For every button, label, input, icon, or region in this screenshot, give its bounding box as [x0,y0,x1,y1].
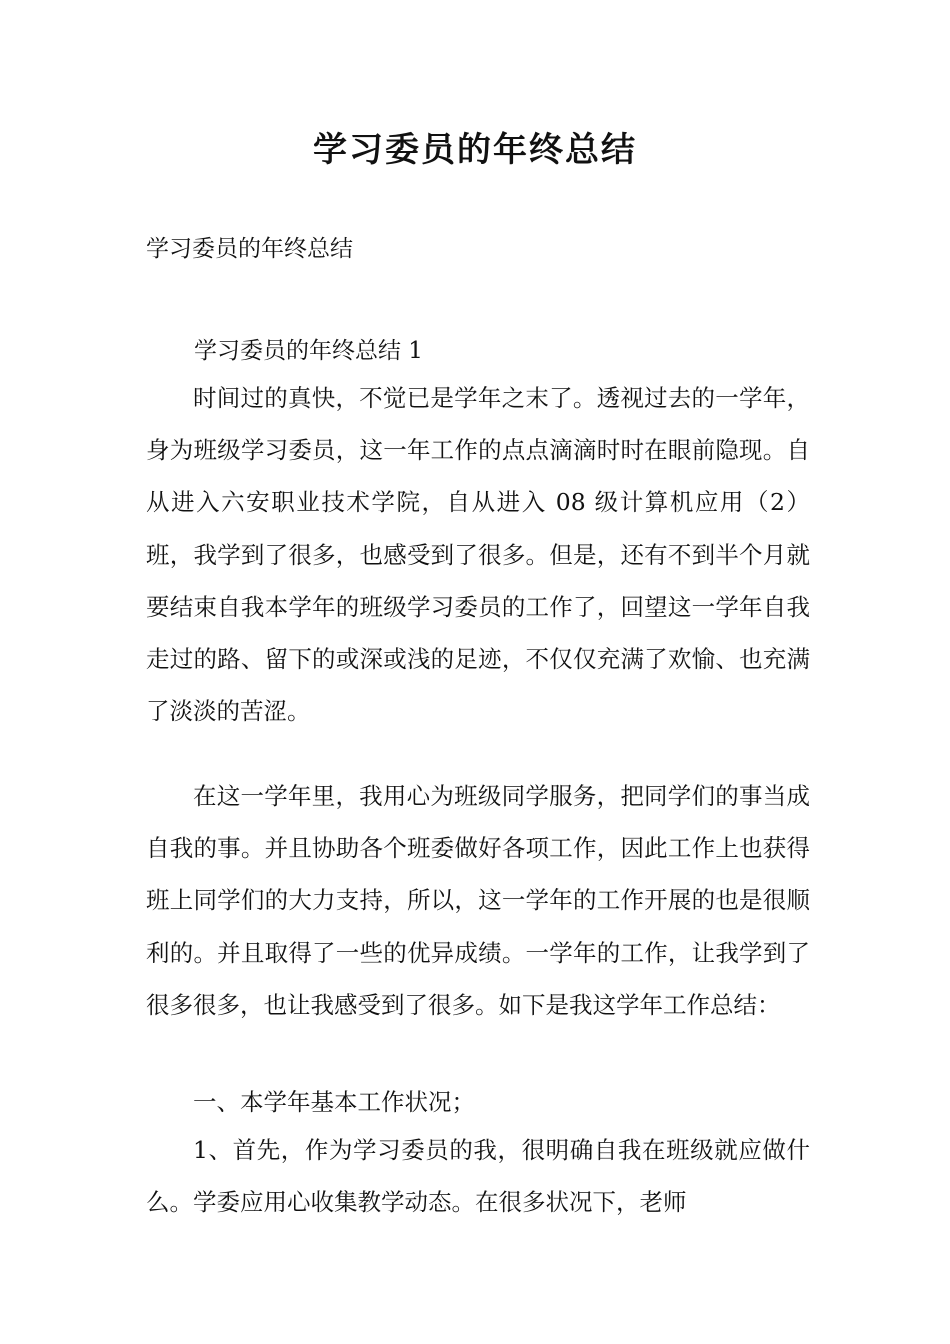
section-heading: 学习委员的年终总结 1 [194,338,423,364]
body-paragraph-3: 一、本学年基本工作状况； [193,1088,475,1116]
body-paragraph-2: 在这一学年里，我用心为班级同学服务，把同学们的事当成自我的事。并且协助各个班委做好各项工作，因此工作上也获得班上同学们的大力支持，所以，这一学年的工作开展的也是很顺利的。并且取得了一些的优异成绩。一学年的工作，让我学到了很多很多，也让我感受到了很多。如下是我这学年工作总结： [146,782,810,1019]
body-paragraph-1: 时间过的真快，不觉已是学年之末了。透视过去的一学年，身为班级学习委员，这一年工作的点点滴滴时时在眼前隐现。自从进入六安职业技术学院，自从进入 08 级计算机应用（2）班，我学到了很多，也感受到了很多。但是，还有不到半个月就要结束自我本学年的班级学习委员的工作了，回望这一学年自我走过的路、留下的或深或浅的足迹，不仅仅充满了欢愉、也充满了淡淡的苦涩。 [146,384,810,726]
body-paragraph-4: 1、首先，作为学习委员的我，很明确自我在班级就应做什么。学委应用心收集教学动态。在很多状况下，老师 [146,1136,810,1217]
document-subtitle: 学习委员的年终总结 [146,236,353,262]
document-title: 学习委员的年终总结 [313,130,637,170]
